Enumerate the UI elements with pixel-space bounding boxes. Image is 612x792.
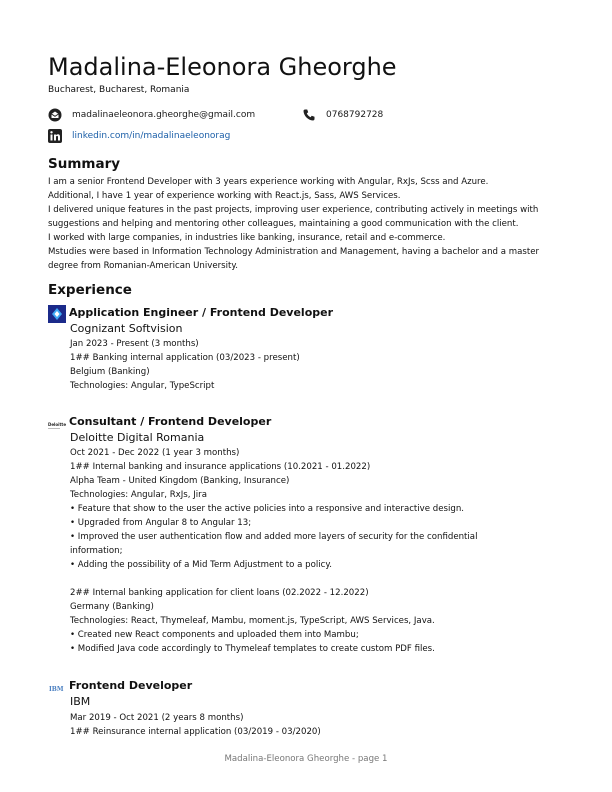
job-title: Frontend Developer xyxy=(69,679,193,692)
job-detail-line: • Upgraded from Angular 8 to Angular 13; xyxy=(70,518,252,528)
summary-heading: Summary xyxy=(48,156,121,172)
summary-line: I worked with large companies, in industries like banking, insurance, retail and e-commerce. xyxy=(48,233,446,243)
job-company: Cognizant Softvision xyxy=(70,322,183,335)
experience-heading: Experience xyxy=(48,282,132,298)
job-company: IBM xyxy=(70,695,91,708)
job-detail-line: Jan 2023 - Present (3 months) xyxy=(70,339,199,349)
job-detail-line: • Adding the possibility of a Mid Term Adjustment to a policy. xyxy=(70,560,332,570)
summary-body xyxy=(48,175,568,273)
job-detail-line: 2## Internal banking application for client loans (02.2022 - 12.2022) xyxy=(70,588,369,598)
ibm-logo-icon xyxy=(48,680,66,698)
email-text[interactable]: madalinaeleonora.gheorghe@gmail.com xyxy=(72,110,256,120)
job-detail-line: Mar 2019 - Oct 2021 (2 years 8 months) xyxy=(70,713,244,723)
candidate-name: Madalina-Eleonora Gheorghe xyxy=(48,53,397,81)
job-detail-line: 1## Internal banking and insurance applications (10.2021 - 01.2022) xyxy=(70,462,371,472)
job-detail-line xyxy=(70,572,477,586)
job-detail-line: Germany (Banking) xyxy=(70,602,154,612)
job-title: Application Engineer / Frontend Developer xyxy=(69,306,334,319)
job-detail-line: 1## Banking internal application (03/2023 - present) xyxy=(70,353,300,363)
job-detail-line: Belgium (Banking) xyxy=(70,367,150,377)
cognizant-logo-icon xyxy=(48,305,66,323)
job-details xyxy=(70,711,321,739)
job-detail-line: • Feature that show to the user the active policies into a responsive and interactive design. xyxy=(70,504,465,514)
linkedin-icon xyxy=(48,129,62,143)
page-footer: Madalina-Eleonora Gheorghe - page 1 xyxy=(224,754,388,764)
summary-line: I am a senior Frontend Developer with 3 years experience working with Angular, RxJs, Scss and Azure. xyxy=(48,177,489,187)
summary-line: Mstudies were based in Information Technology Administration and Management, having a bachelor and a master xyxy=(48,247,540,257)
job-detail-line: 1## Reinsurance internal application (03/2019 - 03/2020) xyxy=(70,727,321,737)
phone-text[interactable]: 0768792728 xyxy=(326,110,384,120)
job-detail-line: information; xyxy=(70,546,123,556)
summary-line: I delivered unique features in the past projects, improving user experience, contributing actively in meetings with xyxy=(48,205,539,215)
job-details xyxy=(70,446,477,656)
linkedin-link[interactable]: linkedin.com/in/madalinaeleonorag xyxy=(72,131,231,141)
job-details xyxy=(70,337,300,393)
deloitte-logo-icon xyxy=(48,416,66,434)
ibm-logo-text: IBM xyxy=(49,686,64,693)
phone-icon xyxy=(302,108,316,122)
job-title: Consultant / Frontend Developer xyxy=(69,415,272,428)
summary-line: Additional, I have 1 year of experience working with React.js, Sass, AWS Services. xyxy=(48,191,401,201)
job-company: Deloitte Digital Romania xyxy=(70,431,205,444)
job-detail-line: • Modified Java code accordingly to Thymeleaf templates to create custom PDF files. xyxy=(70,644,435,654)
job-detail-line: Oct 2021 - Dec 2022 (1 year 3 months) xyxy=(70,448,240,458)
candidate-location: Bucharest, Bucharest, Romania xyxy=(48,85,190,95)
job-detail-line: Technologies: Angular, TypeScript xyxy=(70,381,215,391)
job-detail-line: Technologies: Angular, RxJs, Jira xyxy=(70,490,207,500)
linkedin-contact xyxy=(48,129,230,143)
job-detail-line: Technologies: React, Thymeleaf, Mambu, moment.js, TypeScript, AWS Services, Java. xyxy=(70,616,435,626)
summary-line: suggestions and helping and mentoring other colleagues, maintaining a good communication with the client. xyxy=(48,219,519,229)
email-contact xyxy=(48,108,255,122)
job-detail-line: • Improved the user authentication flow and added more layers of security for the confidential xyxy=(70,532,478,542)
summary-line: degree from Romanian-American University. xyxy=(48,261,239,271)
envelope-icon xyxy=(48,108,62,122)
job-detail-line: • Created new React components and uploaded them into Mambu; xyxy=(70,630,359,640)
job-detail-line: Alpha Team - United Kingdom (Banking, Insurance) xyxy=(70,476,290,486)
deloitte-logo-text: Deloitte. xyxy=(48,422,66,427)
phone-contact xyxy=(302,108,383,122)
